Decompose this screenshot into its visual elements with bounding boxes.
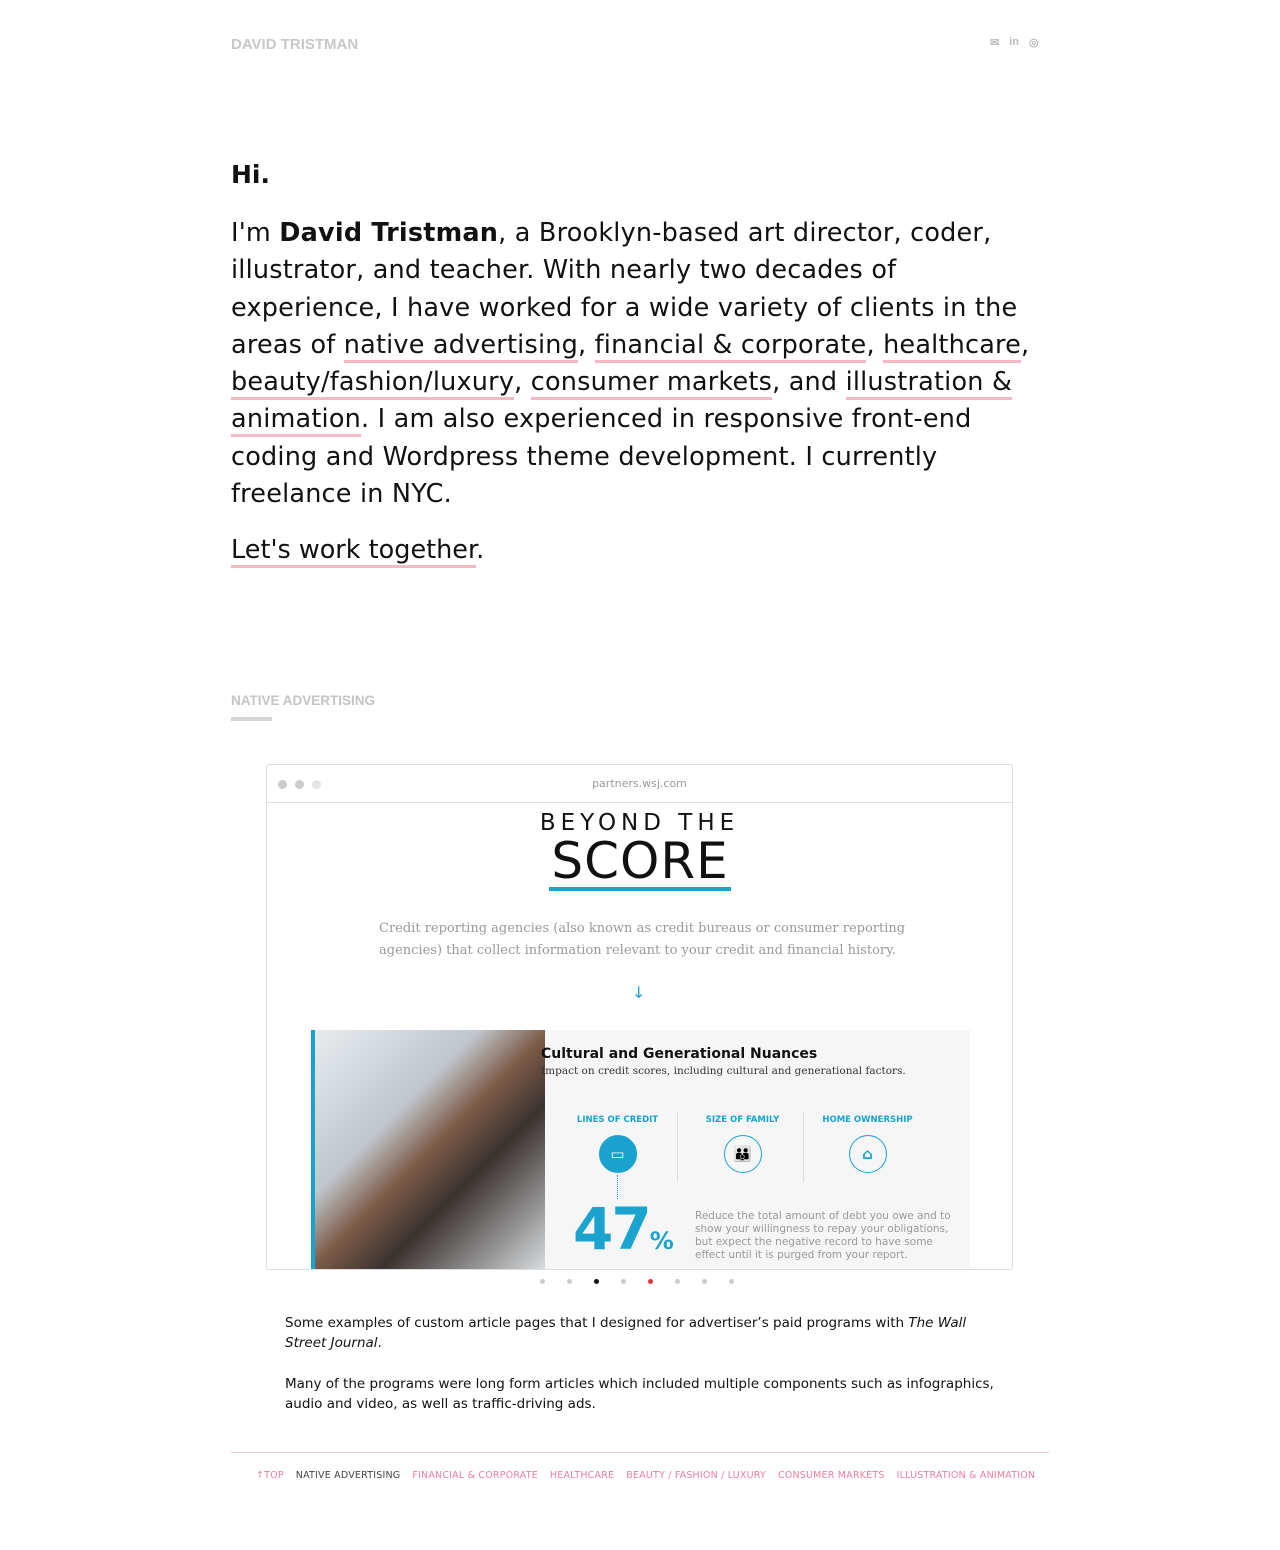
link-consumer[interactable]: consumer markets	[531, 367, 772, 400]
footer-link-illustration[interactable]: ILLUSTRATION & ANIMATION	[896, 1470, 1036, 1481]
top-link[interactable]: ↑TOP	[256, 1470, 284, 1481]
carousel-dot[interactable]	[594, 1279, 599, 1284]
stat-description: Reduce the total amount of debt you owe and to show your willingness to repay your obligations, but expect the negative record to have some effect until it is purged from your report.	[695, 1210, 951, 1261]
carousel-dot[interactable]	[729, 1279, 734, 1284]
house-icon: ⌂	[849, 1135, 887, 1173]
text: .	[377, 1334, 382, 1351]
linkedin-icon[interactable]: in	[1009, 36, 1019, 48]
slide-heading-beyond: BEYOND THE	[539, 810, 740, 836]
instagram-icon[interactable]: ◎	[1029, 37, 1039, 49]
footer-link-consumer[interactable]: CONSUMER MARKETS	[777, 1470, 885, 1481]
browser-url: partners.wsj.com	[592, 777, 687, 790]
greeting: Hi.	[231, 160, 270, 189]
section-title: NATIVE ADVERTISING	[231, 693, 376, 708]
stat-value	[573, 1195, 672, 1263]
text: , and	[772, 367, 846, 398]
footer-nav	[256, 1470, 1035, 1481]
divider	[677, 1112, 678, 1182]
carousel-dot[interactable]	[567, 1279, 572, 1284]
family-icon: 👪	[724, 1135, 762, 1173]
arrow-down-icon: ↓	[632, 983, 646, 1002]
link-native-advertising[interactable]: native advertising	[344, 330, 578, 363]
text: ,	[577, 329, 595, 360]
link-beauty[interactable]: beauty/fashion/luxury	[231, 367, 514, 400]
stat-unit: %	[649, 1227, 672, 1255]
text: . I am also experienced in responsive front-end coding and Wordpress theme development. I currently freelance in NYC.	[231, 404, 972, 510]
panel-title: Cultural and Generational Nuances	[541, 1046, 818, 1062]
col-lines-of-credit	[555, 1115, 680, 1199]
footer-divider	[231, 1452, 1049, 1453]
caption-paragraph	[285, 1314, 1005, 1353]
carousel-dot[interactable]	[621, 1279, 626, 1284]
text: .	[476, 535, 485, 565]
text: ,	[514, 367, 531, 398]
col-label: HOME OWNERSHIP	[822, 1115, 913, 1125]
infographic-panel	[311, 1030, 970, 1270]
browser-bar	[267, 765, 1012, 803]
stat-number: 47	[573, 1195, 650, 1263]
text: Some examples of custom article pages that I designed for advertiser’s paid programs with	[285, 1315, 909, 1331]
col-label: SIZE OF FAMILY	[705, 1115, 780, 1125]
col-size-of-family	[680, 1115, 805, 1173]
caption-paragraph: Many of the programs were long form articles which included multiple components such as infographics, audio and video, as well as traffic-driving ads.	[285, 1376, 994, 1412]
intro-paragraph	[231, 215, 1041, 513]
carousel-dot[interactable]	[540, 1279, 545, 1284]
slide-lede: Credit reporting agencies (also known as credit bureaus or consumer reporting agencies) that collect information relevant to your credit and financial history.	[379, 921, 906, 958]
link-illustration[interactable]: illustration & animation	[231, 367, 1012, 437]
footer-link-beauty[interactable]: BEAUTY / FASHION / LUXURY	[626, 1470, 766, 1481]
divider	[803, 1112, 804, 1182]
social-links	[990, 36, 1039, 49]
text: I'm	[231, 218, 280, 248]
footer-link-native[interactable]: NATIVE ADVERTISING	[295, 1470, 401, 1481]
name: David Tristman	[279, 218, 499, 248]
work-together-link[interactable]: Let's work together	[231, 535, 476, 568]
browser-mockup	[266, 764, 1013, 1270]
carousel-dot[interactable]	[675, 1279, 680, 1284]
slide-heading-score: SCORE	[549, 835, 731, 891]
link-healthcare[interactable]: healthcare	[883, 330, 1021, 363]
text: ,	[1021, 329, 1030, 360]
site-brand[interactable]: DAVID TRISTMAN	[231, 36, 359, 53]
carousel-dots	[540, 1279, 734, 1284]
carousel-dot[interactable]	[648, 1279, 653, 1284]
text: , a Brooklyn-based art director, coder, illustrator, and teacher. With nearly two decades of experience, I have worked for a wide variety of clients in the areas of	[231, 218, 1018, 360]
cta	[231, 535, 484, 565]
envelope-icon[interactable]: ✉	[990, 37, 1000, 49]
footer-link-healthcare[interactable]: HEALTHCARE	[549, 1470, 615, 1481]
panel-subtitle: Impact on credit scores, including cultural and generational factors.	[541, 1065, 906, 1077]
family-photo	[315, 1030, 545, 1270]
text: ,	[866, 329, 884, 360]
col-label: LINES OF CREDIT	[576, 1115, 659, 1125]
link-financial[interactable]: financial & corporate	[595, 330, 867, 363]
footer-link-financial[interactable]: FINANCIAL & CORPORATE	[412, 1470, 538, 1481]
carousel-dot[interactable]	[702, 1279, 707, 1284]
publication: The Wall Street Journal	[285, 1315, 967, 1351]
col-home-ownership	[805, 1115, 930, 1173]
section-divider	[231, 717, 272, 721]
credit-card-icon: ▭	[599, 1135, 637, 1173]
